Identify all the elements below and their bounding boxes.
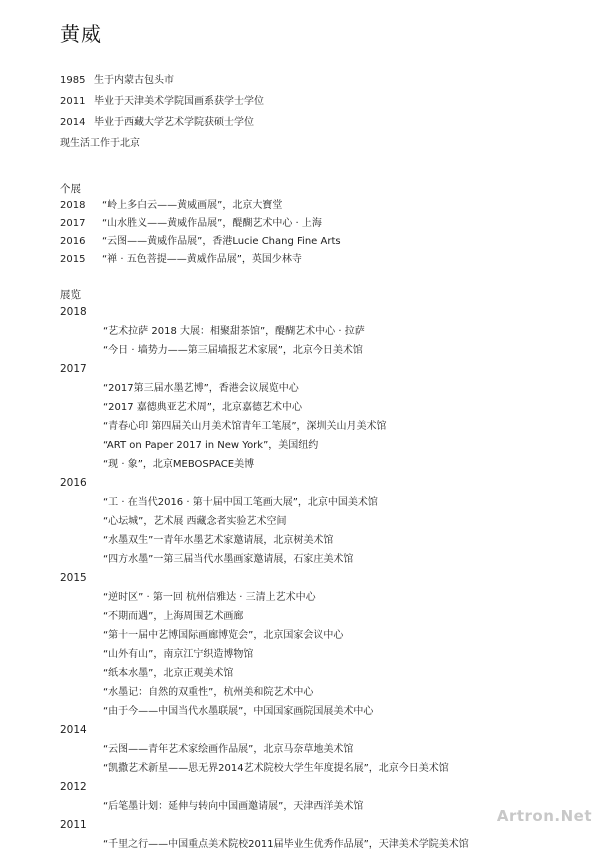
solo-row (60, 251, 341, 269)
group-item: “水墨双生”一青年水墨艺术家邀请展，北京树美术馆 (103, 535, 334, 546)
group-item: “山外有山”，南京江宁织造博物馆 (103, 649, 254, 660)
solo-row (60, 215, 341, 233)
group-item: “艺术拉萨 2018 大展：相聚甜茶馆”，醍醐艺术中心 · 拉萨 (103, 326, 365, 337)
solo-text: “云图——黄威作品展”，香港Lucie Chang Fine Arts (102, 236, 341, 247)
bio-year: 1985 (60, 75, 86, 86)
bio-text: 毕业于天津美术学院国画系获学士学位 (94, 96, 264, 107)
group-year: 2011 (60, 819, 87, 831)
solo-year: 2015 (60, 254, 86, 265)
bio-text: 生于内蒙古包头市 (94, 75, 174, 86)
group-item: “由于今——中国当代水墨联展”，中国国家画院国展美术中心 (103, 706, 374, 717)
group-item: “千里之行——中国重点美术院校2011届毕业生优秀作品展”，天津美术学院美术馆 (103, 839, 469, 850)
bio-row (60, 112, 264, 133)
group-item: “今日 · 墙势力——第三届墙报艺术家展”，北京今日美术馆 (103, 345, 363, 356)
group-item: “四方水墨”一第三届当代水墨画家邀请展，石家庄美术馆 (103, 554, 354, 565)
solo-heading: 个展 (60, 183, 81, 195)
group-year: 2015 (60, 572, 87, 584)
group-year: 2017 (60, 363, 87, 375)
solo-row (60, 233, 341, 251)
group-list (60, 303, 469, 854)
bio-year: 2014 (60, 117, 86, 128)
group-item: “逆时区” · 第一回 杭州信雅达 · 三清上艺术中心 (103, 592, 316, 603)
solo-year: 2016 (60, 236, 86, 247)
bio-section (60, 70, 264, 154)
group-year: 2016 (60, 477, 87, 489)
group-year: 2018 (60, 306, 87, 318)
solo-row (60, 197, 341, 215)
group-year: 2012 (60, 781, 87, 793)
bio-row (60, 91, 264, 112)
bio-current: 现生活工作于北京 (60, 138, 140, 149)
group-item: “第十一届中艺博国际画廊博览会”，北京国家会议中心 (103, 630, 344, 641)
group-heading: 展览 (60, 289, 81, 301)
group-item: “ART on Paper 2017 in New York”，美国纽约 (103, 440, 319, 451)
group-year: 2014 (60, 724, 87, 736)
group-item: “青春心印 第四届关山月美术馆青年工笔展”，深圳关山月美术馆 (103, 421, 387, 432)
solo-year: 2017 (60, 218, 86, 229)
group-item: “现 · 象”，北京MEBOSPACE美博 (103, 459, 255, 470)
group-item: “凯撒艺术新星——思无界2014艺术院校大学生年度提名展”，北京今日美术馆 (103, 763, 449, 774)
artist-name: 黄威 (60, 22, 102, 46)
group-item: “工 · 在当代2016 · 第十届中国工笔画大展”，北京中国美术馆 (103, 497, 378, 508)
solo-list (60, 197, 341, 269)
solo-text: “岭上多白云——黄威画展”，北京大寶堂 (102, 200, 283, 211)
group-item: “纸本水墨”，北京正观美术馆 (103, 668, 234, 679)
group-item: “心坛城”，艺术展 西藏念者实验艺术空间 (103, 516, 287, 527)
solo-year: 2018 (60, 200, 86, 211)
group-item: “2017 嘉德典亚艺术周”，北京嘉德艺术中心 (103, 402, 302, 413)
group-item: “不期而遇”，上海周围艺术画廊 (103, 611, 244, 622)
bio-year: 2011 (60, 96, 86, 107)
watermark-logo: Artron.Net (496, 807, 592, 825)
group-item: “2017第三届水墨艺博”，香港会议展览中心 (103, 383, 299, 394)
group-item: “后笔墨计划：延伸与转向中国画邀请展”，天津西洋美术馆 (103, 801, 364, 812)
group-item: “水墨记：自然的双重性”，杭州美和院艺术中心 (103, 687, 314, 698)
solo-text: “山水胜义——黄威作品展”，醍醐艺术中心 · 上海 (102, 218, 322, 229)
group-item: “云图——青年艺术家绘画作品展”，北京马奈草地美术馆 (103, 744, 354, 755)
bio-row (60, 70, 264, 91)
bio-text: 毕业于西藏大学艺术学院获硕士学位 (94, 117, 254, 128)
solo-text: “禅 · 五色菩提——黄威作品展”，英国少林寺 (102, 254, 302, 265)
